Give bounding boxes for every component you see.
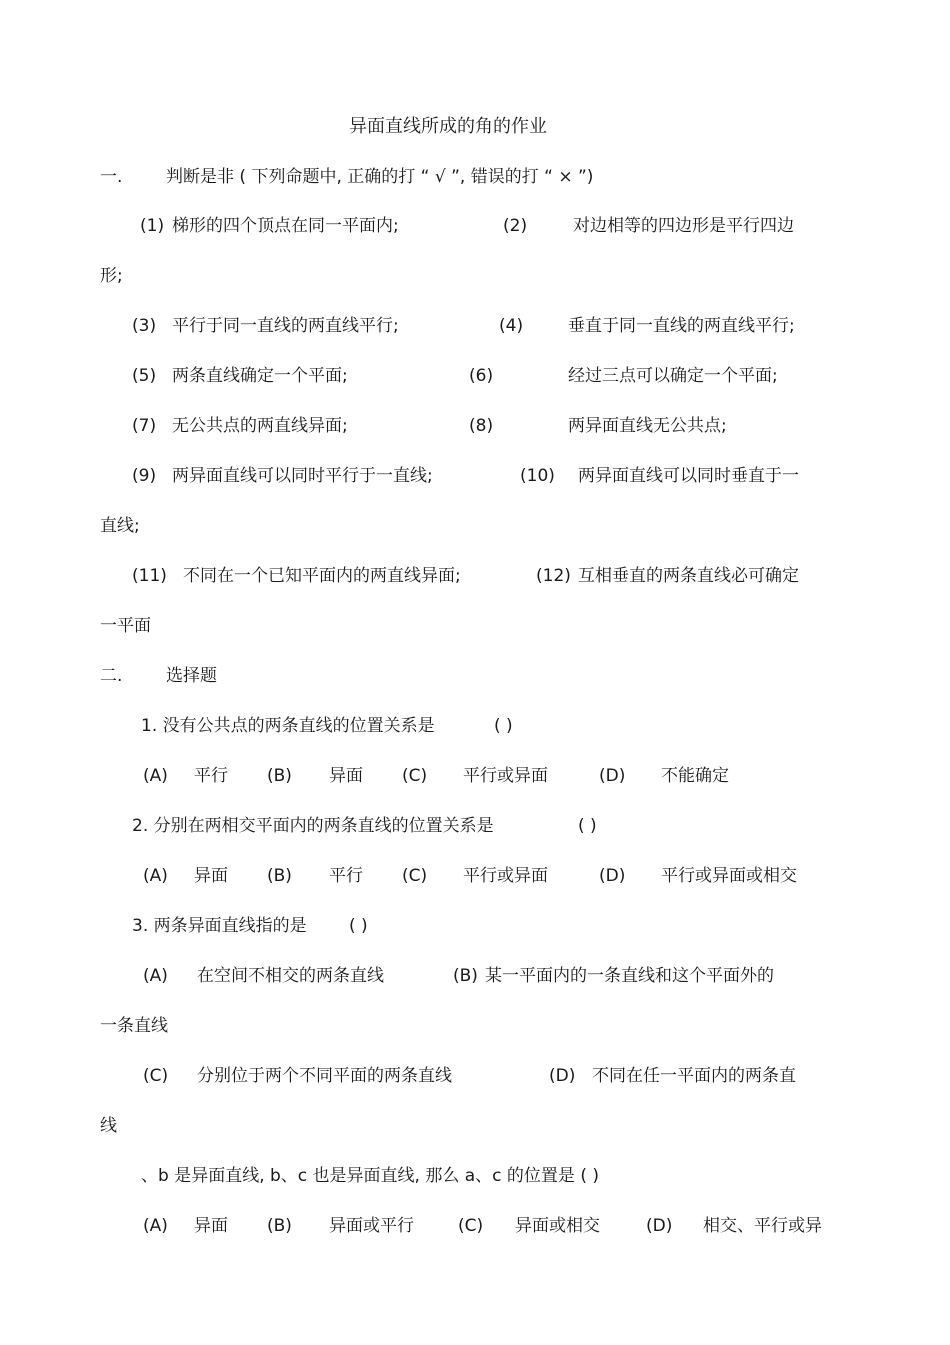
q1-option-b-text: 异面: [329, 766, 363, 786]
q4-option-d-label: (D): [646, 1216, 673, 1236]
q2-option-d-label: (D): [599, 866, 626, 886]
judge-item-10-num: (10): [520, 466, 555, 486]
section1-number: 一.: [100, 167, 123, 187]
judge-item-3-num: (3): [132, 316, 157, 336]
judge-item-12-text: 互相垂直的两条直线必可确定: [578, 566, 799, 586]
judge-item-8-text: 两异面直线无公共点;: [568, 416, 727, 436]
judge-item-2-num: (2): [503, 216, 528, 236]
q3-option-b-text: 某一平面内的一条直线和这个平面外的: [485, 966, 774, 986]
q3-option-d-text: 不同在任一平面内的两条直: [592, 1066, 796, 1086]
q3-stem: 3. 两条异面直线指的是: [132, 916, 307, 936]
judge-item-12-cont: 一平面: [100, 616, 151, 636]
q4-option-c-text: 异面或相交: [515, 1216, 600, 1236]
q3-paren: ( ): [349, 916, 368, 936]
judge-item-1-num: (1): [140, 216, 165, 236]
q1-option-c-label: (C): [402, 766, 428, 786]
judge-item-5-num: (5): [132, 366, 157, 386]
q1-option-d-text: 不能确定: [661, 766, 729, 786]
q2-option-c-text: 平行或异面: [463, 866, 548, 886]
judge-item-9-text: 两异面直线可以同时平行于一直线;: [172, 466, 433, 486]
judge-item-2-cont: 形;: [100, 266, 123, 286]
q4-option-d-text: 相交、平行或异: [703, 1216, 822, 1236]
judge-item-9-num: (9): [132, 466, 157, 486]
q3-option-d-label: (D): [549, 1066, 576, 1086]
judge-item-2-text: 对边相等的四边形是平行四边: [573, 216, 794, 236]
q3-option-c-label: (C): [143, 1066, 169, 1086]
q1-option-d-label: (D): [599, 766, 626, 786]
q1-paren: ( ): [494, 716, 513, 736]
judge-item-4-text: 垂直于同一直线的两直线平行;: [568, 316, 795, 336]
judge-item-5-text: 两条直线确定一个平面;: [172, 366, 348, 386]
q2-option-b-text: 平行: [329, 866, 363, 886]
q4-option-a-text: 异面: [194, 1216, 228, 1236]
judge-item-7-text: 无公共点的两直线异面;: [172, 416, 348, 436]
q1-option-a-text: 平行: [194, 766, 228, 786]
q2-option-a-label: (A): [143, 866, 168, 886]
judge-item-11-text: 不同在一个已知平面内的两直线异面;: [183, 566, 461, 586]
judge-item-11-num: (11): [132, 566, 167, 586]
judge-item-10-cont: 直线;: [100, 516, 140, 536]
q2-paren: ( ): [578, 816, 597, 836]
q3-option-b-label: (B): [453, 966, 478, 986]
judge-item-6-text: 经过三点可以确定一个平面;: [568, 366, 778, 386]
q1-option-b-label: (B): [267, 766, 292, 786]
judge-item-6-num: (6): [469, 366, 494, 386]
q1-option-c-text: 平行或异面: [463, 766, 548, 786]
page-title: 异面直线所成的角的作业: [349, 116, 547, 137]
q3-option-c-text: 分别位于两个不同平面的两条直线: [197, 1066, 452, 1086]
q4-option-b-label: (B): [267, 1216, 292, 1236]
q2-option-b-label: (B): [267, 866, 292, 886]
q4-option-c-label: (C): [458, 1216, 484, 1236]
judge-item-4-num: (4): [499, 316, 524, 336]
q4-option-a-label: (A): [143, 1216, 168, 1236]
q1-stem: 1. 没有公共点的两条直线的位置关系是: [141, 716, 435, 736]
judge-item-8-num: (8): [469, 416, 494, 436]
q3-option-a-label: (A): [143, 966, 168, 986]
judge-item-1-text: 梯形的四个顶点在同一平面内;: [172, 216, 399, 236]
judge-item-10-text: 两异面直线可以同时垂直于一: [578, 466, 799, 486]
q2-option-d-text: 平行或异面或相交: [661, 866, 797, 886]
judge-item-7-num: (7): [132, 416, 157, 436]
q2-option-c-label: (C): [402, 866, 428, 886]
section2-number: 二.: [100, 666, 123, 686]
judge-item-12-num: (12): [536, 566, 571, 586]
section2-heading: 选择题: [166, 666, 217, 686]
q2-option-a-text: 异面: [194, 866, 228, 886]
q3-option-d-cont: 线: [100, 1116, 117, 1136]
q4-stem: 、b 是异面直线, b、c 也是异面直线, 那么 a、c 的位置是 ( ): [141, 1166, 599, 1186]
judge-item-3-text: 平行于同一直线的两直线平行;: [172, 316, 399, 336]
q3-option-b-cont: 一条直线: [100, 1016, 168, 1036]
q4-option-b-text: 异面或平行: [329, 1216, 414, 1236]
q3-option-a-text: 在空间不相交的两条直线: [197, 966, 384, 986]
q2-stem: 2. 分别在两相交平面内的两条直线的位置关系是: [132, 816, 494, 836]
section1-heading: 判断是非 ( 下列命题中, 正确的打 “ √ ”, 错误的打 “ × ”): [166, 167, 594, 187]
q1-option-a-label: (A): [143, 766, 168, 786]
